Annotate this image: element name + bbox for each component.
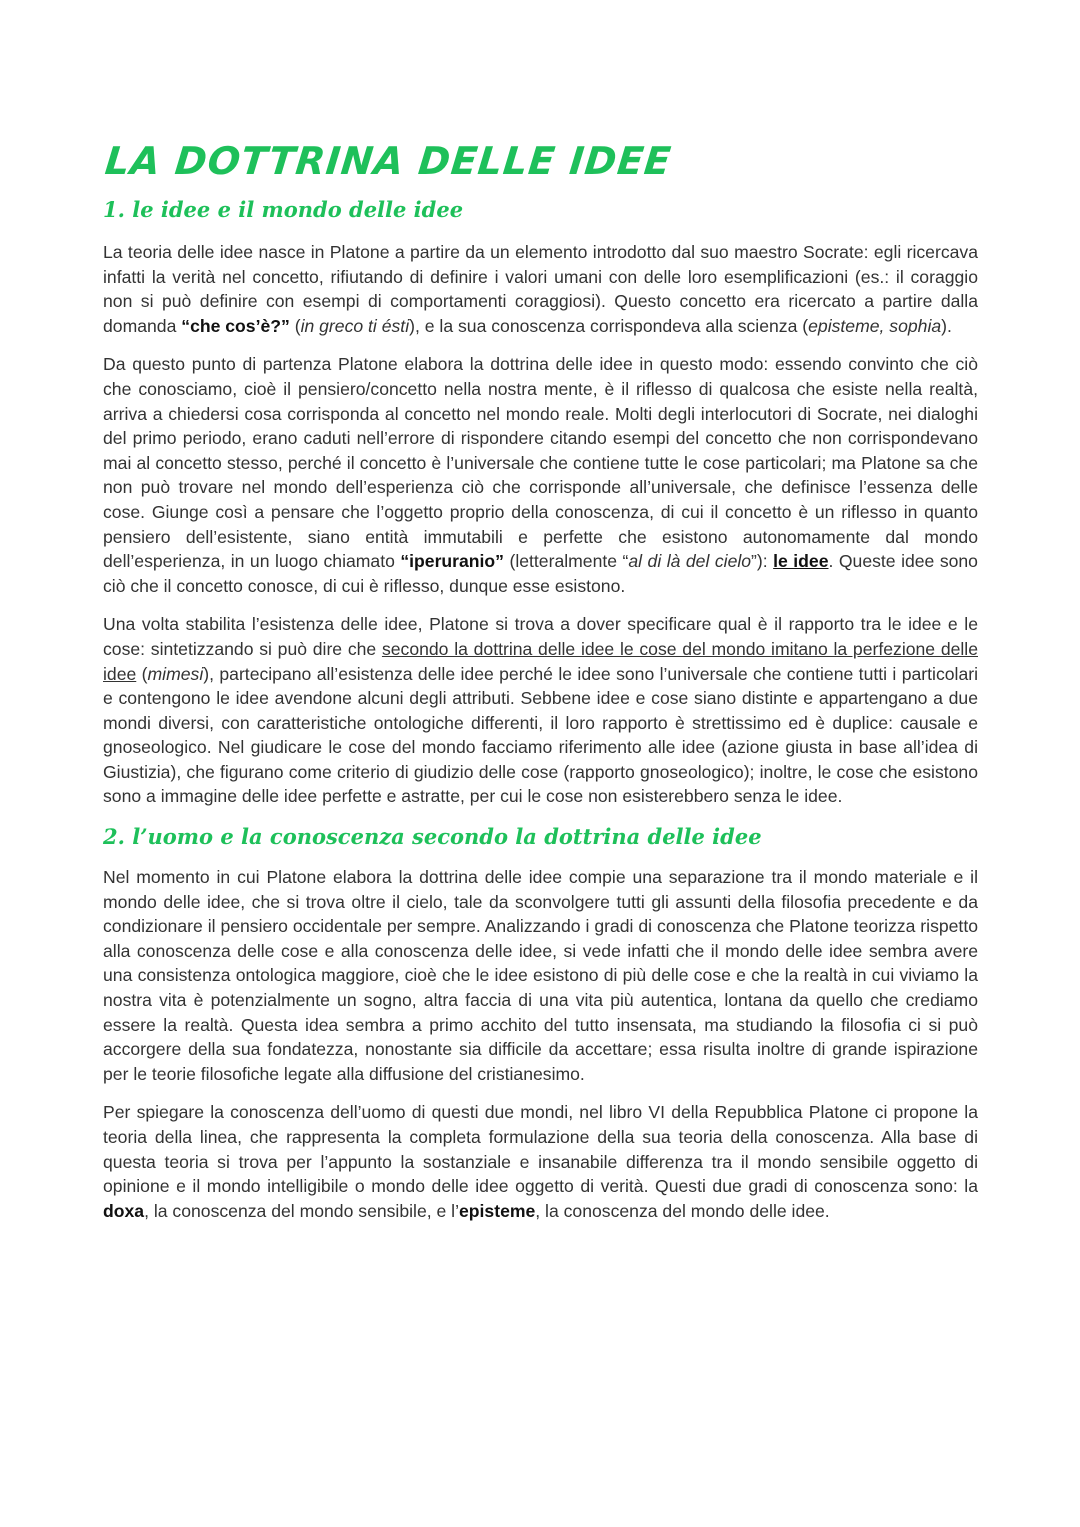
document-title: LA DOTTRINA DELLE IDEE	[103, 139, 674, 183]
paragraph-5	[103, 1100, 978, 1223]
paragraph-text: (	[136, 663, 148, 684]
bold-underlined-term-le-idee: le idee	[773, 551, 829, 572]
paragraph-text: , la conoscenza del mondo delle idee.	[535, 1200, 830, 1221]
italic-term-al-di-la-del-cielo: al di là del cielo	[628, 551, 752, 572]
bold-term-iperuranio: “iperuranio”	[400, 551, 504, 572]
paragraph-3	[103, 612, 978, 809]
paragraph-text: ), e la sua conoscenza corrispondeva alla scienza (	[409, 315, 809, 336]
document-page	[103, 138, 978, 1237]
paragraph-text: Nel momento in cui Platone elabora la dottrina delle idee compie una separazione tra il mondo materiale e il mondo delle idee, che si trova oltre il cielo, tale da sconvolgere tutti gli assunti della filosofia precedente e da condizionare il pensiero occidentale per sempre. Analizzando i gradi di conoscenza che Platone teorizza rispetto alla conoscenza delle cose e alla conoscenza delle idee, si vede infatti che il mondo delle idee sembra avere una consistenza ontologica maggiore, cioè che le idee esistono di più delle cose e che la realtà in cui viviamo la nostra vita è potenzialmente un sogno, altra faccia di una vita più autentica, lontana da quello che crediamo essere la realtà. Questa idea sembra a primo acchito del tutto insensata, ma studiando la filosofia ci si può accorgere della sua fondatezza, nonostante sia difficile da accettare; essa risulta inoltre di grande ispirazione per le teorie filosofiche legate alla diffusione del cristianesimo.	[103, 867, 978, 1084]
paragraph-text: ), partecipano all’esistenza delle idee perché le idee sono l’universale che contiene tutti i particolari e contengono le idee avendone alcuni degli attributi. Sebbene idee e cose siano distinte e appartengano a due mondi diversi, con caratteristiche ontologiche differenti, il loro rapporto è strettissimo ed è duplice: causale e gnoseologico. Nel giudicare le cose del mondo facciamo riferimento alle idee (azione giusta in base all’idea di Giustizia), che figurano come criterio di giudizio delle cose (rapporto gnoseologico); inoltre, le cose che esistono sono a immagine delle idee perfette e astratte, per cui le cose non esisterebbero senza le idee.	[103, 663, 978, 807]
italic-term-ti-esti: in greco ti ésti	[300, 315, 410, 336]
paragraph-2	[103, 352, 978, 598]
section-heading-2: 2. l’uomo e la conoscenza secondo la dottrina delle idee	[103, 824, 762, 850]
paragraph-text: . Queste idee sono ciò che il concetto conosce, di cui è riflesso, dunque esse esistono.	[103, 551, 978, 596]
paragraph-text: (	[289, 315, 301, 336]
paragraph-text: Una volta stabilita l’esistenza delle idee, Platone si trova a dover specificare qual è il rapporto tra le idee e le cose: sintetizzando si può dire che	[103, 614, 978, 659]
paragraph-text: (letteralmente “	[503, 551, 629, 572]
section-heading-1: 1. le idee e il mondo delle idee	[103, 197, 464, 222]
underlined-sentence-mimesi: secondo la dottrina delle idee le cose del mondo imitano la perfezione delle idee	[103, 638, 978, 684]
paragraph-4	[103, 865, 978, 1086]
bold-term-doxa: doxa	[103, 1200, 145, 1221]
paragraph-text: La teoria delle idee nasce in Platone a partire da un elemento introdotto dal suo maestro Socrate: egli ricercava infatti la verità nel concetto, rifiutando di definire i valori umani con delle loro esemplificazioni (es.: il coraggio non si può definire con esempi di comportamenti coraggiosi). Questo concetto era ricercato a partire dalla domanda	[103, 242, 978, 336]
italic-term-mimesi: mimesi	[147, 663, 204, 684]
italic-term-episteme-sophia: episteme, sophia	[808, 315, 942, 336]
paragraph-text: , la conoscenza del mondo sensibile, e l’	[144, 1200, 459, 1221]
paragraph-1	[103, 240, 978, 338]
paragraph-text: Per spiegare la conoscenza dell’uomo di questi due mondi, nel libro VI della Repubblica Platone ci propone la teoria della linea, che rappresenta la completa formulazione della sua teoria della conoscenza. Alla base di questa teoria si trova per l’appunto la sostanziale e insanabile differenza tra il mondo sensibile oggetto di opinione e il mondo intelligibile o mondo delle idee oggetto di verità. Questi due gradi di conoscenza sono: la	[103, 1102, 978, 1197]
paragraph-text: ”):	[751, 551, 774, 572]
paragraph-text: Da questo punto di partenza Platone elabora la dottrina delle idee in questo modo: essendo convinto che ciò che conosciamo, cioè il pensiero/concetto nella nostra mente, è il riflesso di qualcosa che esiste nella realtà, arriva a chiedersi cosa corrisponda al concetto nel mondo reale. Molti degli interlocutori di Socrate, nei dialoghi del primo periodo, erano caduti nell’errore di rispondere citando esempi del concetto che non corrispondevano mai al concetto stesso, perché il concetto è l’universale che contiene tutte le cose particolari; ma Platone sa che non può trovare nel mondo dell’esperienza ciò che corrisponde all’universale, che definisce l’essenza delle cose. Giunge così a pensare che l’oggetto proprio della conoscenza, di cui il concetto è un riflesso in quanto pensiero dell’esistente, siano entità immutabili e perfette che esistono autonomamente dal mondo dell’esperienza, in un luogo chiamato	[103, 354, 978, 572]
bold-term-episteme: episteme	[459, 1200, 536, 1221]
paragraph-text: ).	[941, 315, 952, 336]
bold-term-che-cose: “che cos’è?”	[181, 315, 290, 336]
section-2	[103, 823, 978, 1223]
section-1	[103, 196, 978, 809]
